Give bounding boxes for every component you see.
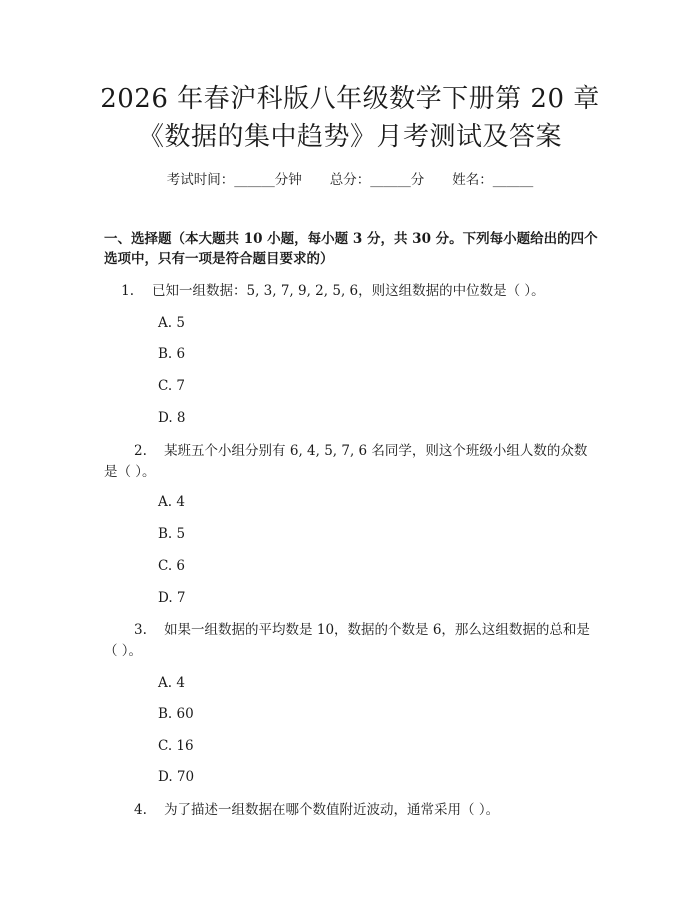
exam-meta — [0, 171, 700, 189]
question-text: 某班五个小组分别有 6, 4, 5, 7, 6 名同学，则这个班级小组人数的众数是（ ）。 — [104, 443, 588, 480]
option-2b: B. 5 — [158, 526, 186, 542]
question-number: 1. — [121, 283, 134, 299]
student-name: 姓名：______ — [452, 172, 534, 188]
question-2 — [104, 441, 596, 483]
option-1d: D. 8 — [158, 410, 186, 426]
total-score: 总分：______分 — [329, 172, 425, 188]
option-3c: C. 16 — [158, 738, 194, 754]
question-number: 3. — [134, 622, 147, 638]
question-1 — [104, 281, 596, 302]
question-number: 4. — [134, 802, 147, 818]
question-number: 2. — [134, 443, 147, 459]
option-3a: A. 4 — [158, 675, 185, 691]
title-line-2: 《数据的集中趋势》月考测试及答案 — [137, 122, 562, 152]
option-2c: C. 6 — [158, 558, 186, 574]
option-2a: A. 4 — [158, 494, 185, 510]
option-3d: D. 70 — [158, 769, 195, 785]
option-1a: A. 5 — [158, 315, 185, 331]
option-2d: D. 7 — [158, 590, 186, 606]
question-text: 为了描述一组数据在哪个数值附近波动，通常采用（ ）。 — [164, 802, 500, 818]
title-line-1: 2026 年春沪科版八年级数学下册第 20 章 — [100, 84, 600, 114]
exam-time: 考试时间：______分钟 — [166, 172, 302, 188]
option-1c: C. 7 — [158, 378, 186, 394]
option-3b: B. 60 — [158, 706, 194, 722]
question-4 — [104, 800, 596, 821]
question-3 — [104, 620, 596, 662]
option-1b: B. 6 — [158, 346, 186, 362]
question-text: 已知一组数据：5, 3, 7, 9, 2, 5, 6，则这组数据的中位数是（ ）。 — [152, 283, 545, 299]
section-heading: 一、选择题（本大题共 10 小题，每小题 3 分，共 30 分。下列每小题给出的四个选项中，只有一项是符合题目要求的） — [104, 231, 598, 267]
question-text: 如果一组数据的平均数是 10，数据的个数是 6，那么这组数据的总和是（ ）。 — [104, 622, 590, 659]
